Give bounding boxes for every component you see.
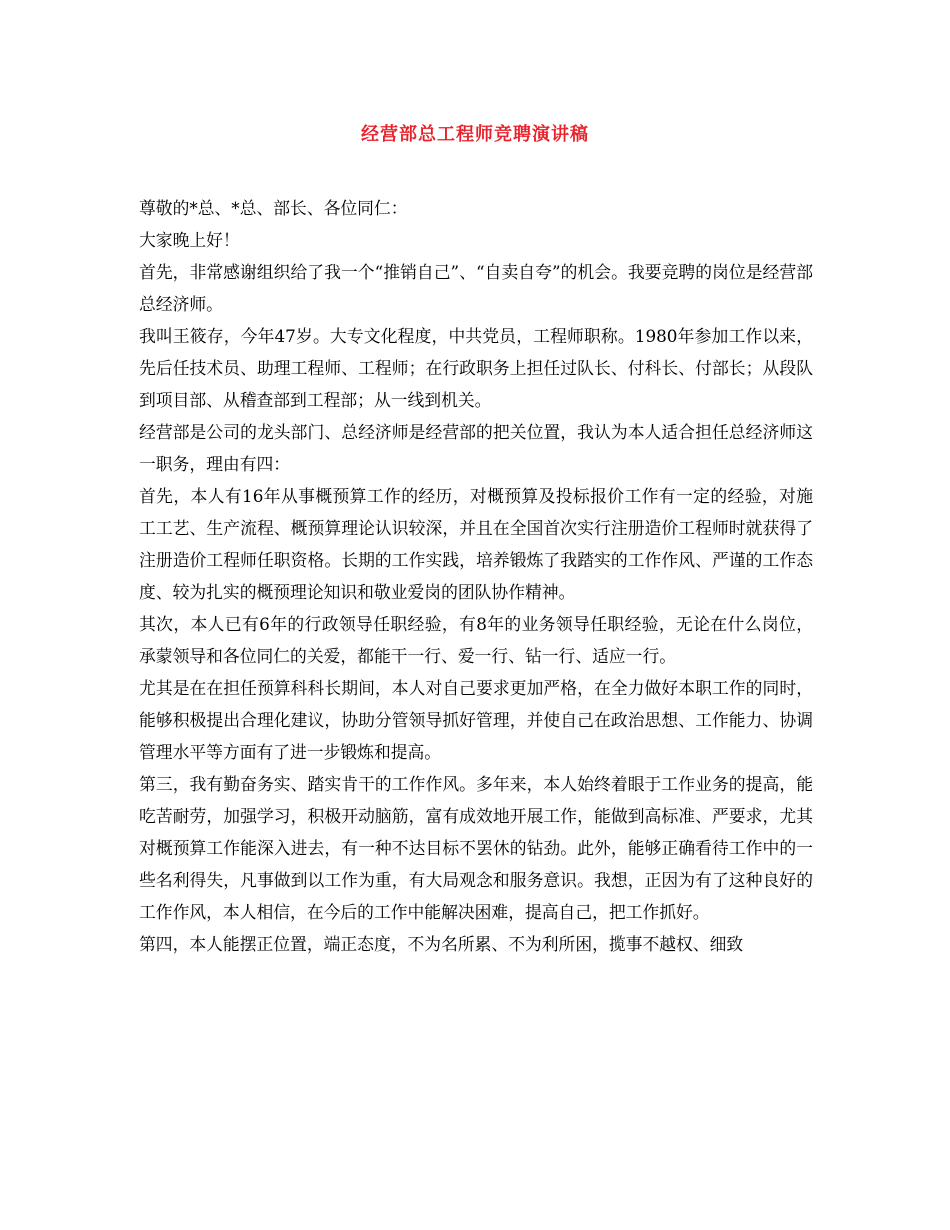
paragraph: 我叫王筱存，今年47岁。大专文化程度，中共党员，工程师职称。1980年参加工作以来，先后任技术员、助理工程师、工程师；在行政职务上担任过队长、付科长、付部长；从段队到项目部、从稽查部到工程部；从一线到机关。	[139, 326, 813, 410]
document-title: 经营部总工程师竞聘演讲稿	[361, 124, 589, 145]
paragraph: 其次，本人已有6年的行政领导任职经验，有8年的业务领导任职经验，无论在什么岗位，承蒙领导和各位同仁的关爱，都能干一行、爱一行、钻一行、适应一行。	[139, 614, 813, 666]
paragraph: 第三，我有勤奋务实、踏实肯干的工作作风。多年来，本人始终着眼于工作业务的提高，能吃苦耐劳，加强学习，积极开动脑筋，富有成效地开展工作，能做到高标准、严要求，尤其对概预算工作能深入进去，有一种不达目标不罢休的钻劲。此外，能够正确看待工作中的一些名利得失，凡事做到以工作为重，有大局观念和服务意识。我想，正因为有了这种良好的工作作风，本人相信，在今后的工作中能解决困难，提高自己，把工作抓好。	[139, 774, 813, 922]
paragraph: 第四，本人能摆正位置，端正态度，不为名所累、不为利所困，揽事不越权、细致	[139, 934, 744, 954]
document-body	[139, 192, 813, 960]
paragraph: 首先，本人有16年从事概预算工作的经历，对概预算及投标报价工作有一定的经验，对施工工艺、生产流程、概预算理论认识较深，并且在全国首次实行注册造价工程师时就获得了注册造价工程师任职资格。长期的工作实践，培养锻炼了我踏实的工作作风、严谨的工作态度、较为扎实的概预理论知识和敬业爱岗的团队协作精神。	[139, 486, 813, 602]
paragraph: 尤其是在在担任预算科科长期间，本人对自己要求更加严格，在全力做好本职工作的同时，能够积极提出合理化建议，协助分管领导抓好管理，并使自己在政治思想、工作能力、协调管理水平等方面有了进一步锻炼和提高。	[139, 678, 813, 762]
salutation: 尊敬的*总、*总、部长、各位同仁：	[139, 198, 408, 218]
paragraph: 首先，非常感谢组织给了我一个“推销自己”、“自卖自夸”的机会。我要竞聘的岗位是经营部总经济师。	[139, 262, 813, 314]
greeting: 大家晚上好！	[139, 230, 240, 250]
paragraph: 经营部是公司的龙头部门、总经济师是经营部的把关位置，我认为本人适合担任总经济师这一职务，理由有四：	[139, 422, 813, 474]
